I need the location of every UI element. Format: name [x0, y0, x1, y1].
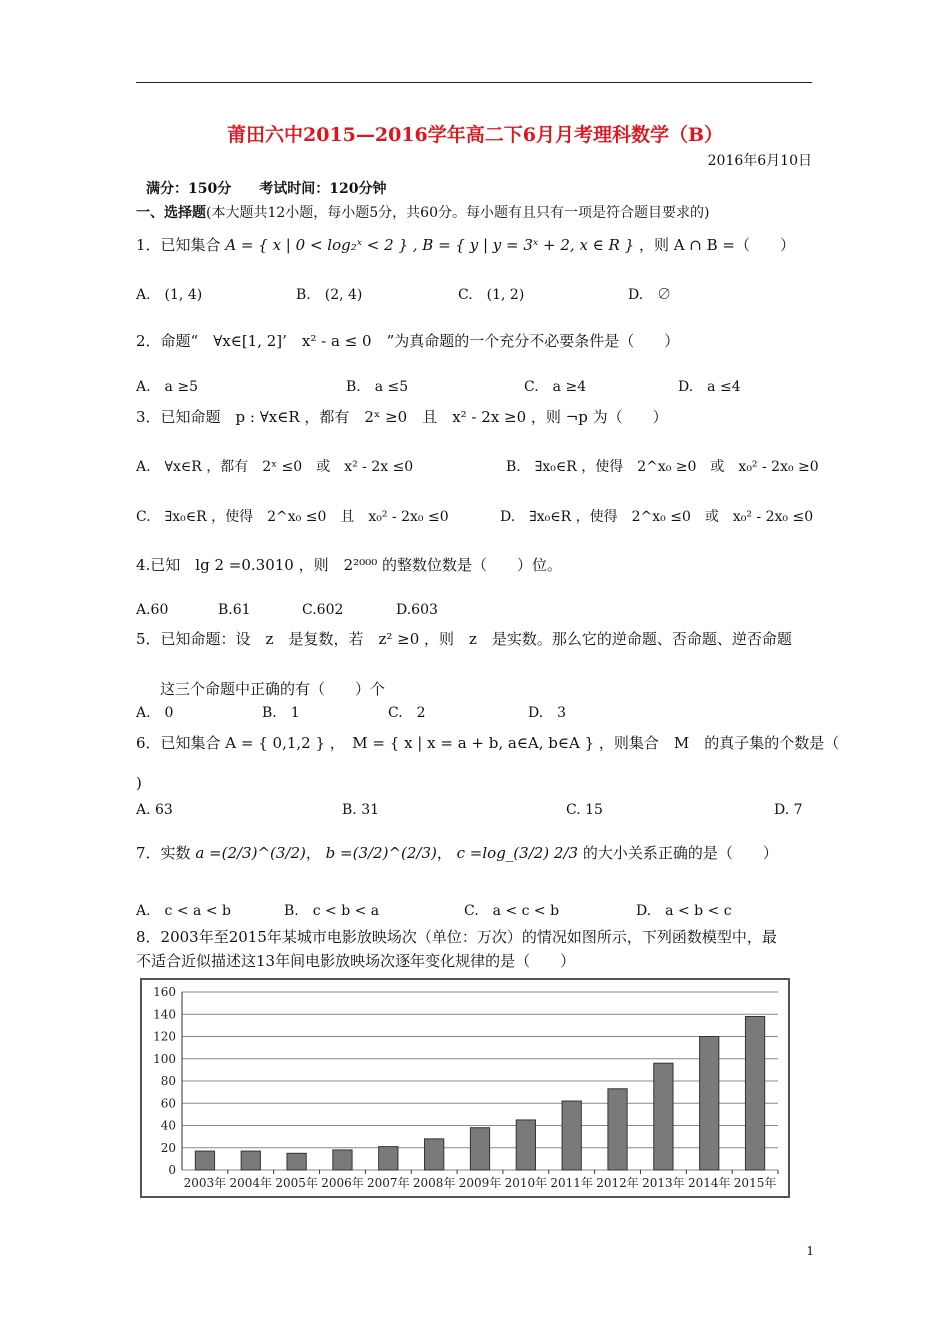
q2-option-a: A. a ≥5 [136, 379, 198, 395]
y-tick-label: 80 [160, 1074, 176, 1088]
bar [700, 1037, 719, 1171]
score-line: 满分：150分 考试时间：120分钟 [146, 181, 387, 197]
y-tick-label: 20 [160, 1140, 176, 1155]
q6-option-b: B. 31 [342, 802, 380, 818]
q1-math: A = { x | 0 < log₂ˣ < 2 } , B = { y | y = 3ˣ + 2, x ∈ R } [225, 236, 635, 254]
q2-option-b: B. a ≤5 [346, 379, 409, 395]
x-tick-label: 2006年 [321, 1176, 364, 1190]
bar [470, 1128, 489, 1170]
x-tick-label: 2008年 [412, 1176, 456, 1190]
x-tick-label: 2011年 [550, 1176, 593, 1190]
q3-option-d: D. ∃x₀∈R ，使得 2^x₀ ≤0 或 x₀² - 2x₀ ≤0 [500, 509, 814, 525]
question-2: 2．命题“ ∀x∈[1, 2]’ x² - a ≤ 0 ”为真命题的一个充分不必要条件是（ ） [136, 332, 680, 350]
q7-b-expr: b =(3/2)^(2/3) [325, 844, 437, 862]
question-8: 8．2003年至2015年某城市电影放映场次（单位：万次）的情况如图所示，下列函数模型中，最 [136, 928, 777, 946]
question-4: 4.已知 lg 2 =0.3010 ，则 2²⁰⁰⁰ 的整数位数是（ ）位。 [136, 556, 562, 574]
bar [195, 1151, 214, 1170]
q5-option-a: A. 0 [136, 705, 174, 721]
x-tick-label: 2005年 [275, 1176, 318, 1190]
q7-c-expr: c =log_(3/2) 2/3 [456, 844, 579, 862]
q2-option-d: D. a ≤4 [678, 379, 741, 395]
q3-option-a: A. ∀x∈R ，都有 2ˣ ≤0 或 x² - 2x ≤0 [136, 459, 414, 475]
q7-option-c: C. a < c < b [464, 903, 560, 919]
question-6: 6．已知集合 A = { 0,1,2 } ， M = { x | x = a + b, a∈A, b∈A } ，则集合 M 的真子集的个数是（ [136, 734, 840, 752]
question-6-line2: ) [136, 774, 142, 792]
q6-option-d: D. 7 [774, 802, 803, 818]
y-tick-label: 60 [160, 1096, 176, 1111]
q6-option-c: C. 15 [566, 802, 603, 818]
x-tick-label: 2012年 [596, 1176, 639, 1190]
header-rule [136, 82, 812, 83]
y-tick-label: 140 [153, 1007, 176, 1022]
bar [333, 1150, 352, 1170]
x-tick-label: 2004年 [229, 1176, 273, 1190]
bar [425, 1139, 444, 1170]
bar [241, 1151, 260, 1170]
q3-option-c: C. ∃x₀∈R ，使得 2^x₀ ≤0 且 x₀² - 2x₀ ≤0 [136, 509, 449, 525]
q7-option-b: B. c < b < a [284, 903, 380, 919]
q4-option-b: B.61 [218, 602, 251, 618]
bar [562, 1101, 581, 1170]
question-8-line2: 不适合近似描述这13年间电影放映场次逐年变化规律的是（ ） [136, 952, 576, 970]
question-3: 3．已知命题 p : ∀x∈R ，都有 2ˣ ≥0 且 x² - 2x ≥0 ，则 ¬p 为（ ） [136, 408, 668, 426]
q7-option-d: D. a < b < c [636, 903, 732, 919]
q7-stem: 7．实数 [136, 844, 191, 862]
bar [745, 1016, 764, 1170]
q1-option-a: A. (1, 4) [136, 287, 203, 303]
page-title: 莆田六中2015—2016学年高二下6月月考理科数学（B） [226, 124, 724, 146]
q1-option-d: D. ∅ [628, 287, 672, 303]
x-tick-label: 2009年 [458, 1176, 502, 1190]
x-tick-label: 2013年 [642, 1176, 685, 1190]
q5-option-b: B. 1 [262, 705, 300, 721]
section-description: (本大题共12小题，每小题5分，共60分。每小题有且只有一项是符合题目要求的) [206, 205, 710, 221]
screenings-bar-chart [140, 978, 790, 1198]
question-1 [136, 234, 795, 255]
q1-option-c: C. (1, 2) [458, 287, 525, 303]
x-tick-label: 2015年 [733, 1176, 777, 1190]
q4-option-d: D.603 [396, 602, 438, 618]
q3-option-b: B. ∃x₀∈R ，使得 2^x₀ ≥0 或 x₀² - 2x₀ ≥0 [506, 459, 819, 475]
q4-option-a: A.60 [136, 602, 169, 618]
q1-option-b: B. (2, 4) [296, 287, 363, 303]
x-tick-label: 2003年 [183, 1176, 227, 1190]
bar [608, 1089, 627, 1170]
q7-a-expr: a =(2/3)^(3/2) [195, 844, 306, 862]
q7-option-a: A. c < a < b [136, 903, 231, 919]
bar [287, 1153, 306, 1170]
q4-option-c: C.602 [302, 602, 344, 618]
bar-chart-svg [142, 980, 788, 1196]
q1-tail: ，则 A ∩ B =（ ） [638, 236, 796, 254]
question-5-line2: 这三个命题中正确的有（ ）个 [160, 680, 386, 698]
q5-option-d: D. 3 [528, 705, 567, 721]
page-number: 1 [806, 1244, 814, 1258]
q7-tail: 的大小关系正确的是（ ） [582, 844, 778, 862]
q5-option-c: C. 2 [388, 705, 426, 721]
bar [379, 1147, 398, 1170]
section-heading: 一、选择题 [136, 205, 206, 221]
y-tick-label: 100 [153, 1051, 176, 1066]
exam-date: 2016年6月10日 [707, 153, 812, 169]
question-7: 7．实数 a =(2/3)^(3/2)， b =(3/2)^(2/3)， c =log_(3/2) 2/3 的大小关系正确的是（ ） [136, 844, 778, 862]
section-header [136, 202, 709, 222]
y-tick-label: 40 [160, 1118, 176, 1133]
bar [654, 1063, 673, 1170]
q1-stem: 1．已知集合 [136, 236, 221, 254]
q2-option-c: C. a ≥4 [524, 379, 587, 395]
question-5: 5．已知命题：设 z 是复数，若 z² ≥0 ，则 z 是实数。那么它的逆命题、否命题、逆否命题 [136, 630, 792, 648]
x-tick-label: 2010年 [504, 1176, 548, 1190]
y-tick-label: 120 [153, 1029, 176, 1044]
bar [516, 1120, 535, 1170]
x-tick-label: 2007年 [367, 1176, 410, 1190]
x-tick-label: 2014年 [687, 1176, 731, 1190]
y-tick-label: 160 [153, 985, 176, 999]
q6-option-a: A. 63 [136, 802, 173, 818]
y-tick-label: 0 [168, 1163, 176, 1177]
